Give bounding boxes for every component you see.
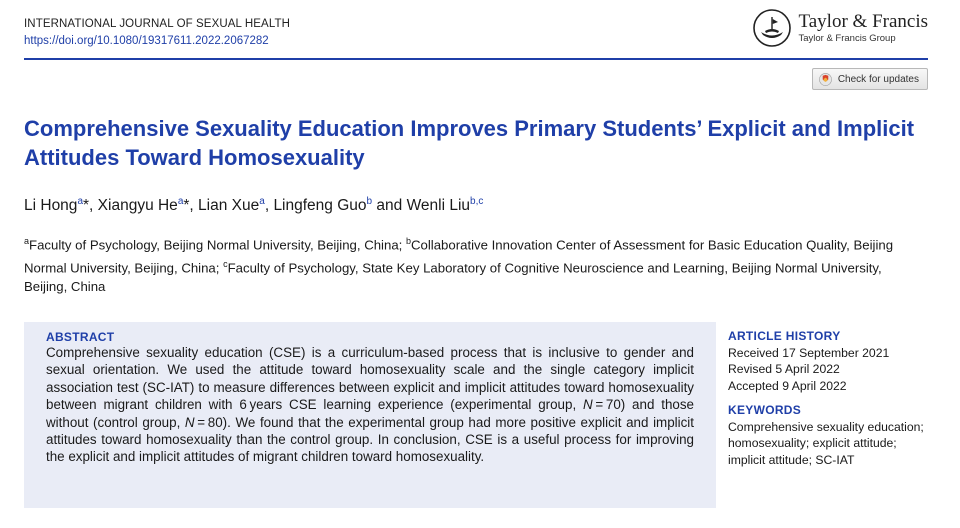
author-separator: ,	[89, 197, 98, 215]
author-separator: and	[372, 197, 407, 215]
article-sidebar	[728, 328, 928, 468]
corresponding-mark: *	[183, 197, 190, 215]
abstract-text: = 70) and those without (control group,	[46, 397, 694, 430]
check-for-updates-button[interactable]	[812, 68, 928, 90]
keywords-list: Comprehensive sexuality education; homosexuality; explicit attitude; implicit attitude; SC-IAT	[728, 419, 924, 467]
keywords-heading: KEYWORDS	[728, 403, 802, 417]
author-affiliation-mark[interactable]: b	[366, 196, 373, 207]
author-separator: ,	[189, 197, 199, 215]
author-affiliation-mark[interactable]: b,c	[470, 196, 484, 207]
author-name[interactable]: Lian Xue	[198, 197, 260, 215]
abstract-text: = 80). We found that the experimental group had more positive explicit and implicit attitudes toward homosexuality than the control group. In conclusion, CSE is a useful process for improving the explicit and implicit attitudes of migrant children toward homosexuality.	[46, 414, 694, 465]
n-symbol: N	[184, 414, 195, 430]
author-list	[24, 196, 483, 215]
affiliation-mark: b	[405, 236, 411, 246]
author-separator: ,	[264, 197, 274, 215]
header-rule	[24, 58, 928, 60]
author-name[interactable]: Xiangyu He	[97, 197, 178, 215]
publisher-logo-icon	[752, 8, 792, 48]
publisher-logo-block[interactable]	[752, 8, 928, 48]
affiliation-mark: c	[223, 258, 228, 269]
publisher-name: Taylor & Francis	[798, 11, 928, 32]
article-history-heading: ARTICLE HISTORY	[728, 329, 841, 343]
author-affiliation-mark[interactable]: a	[259, 196, 265, 207]
author-affiliation-mark[interactable]: a	[77, 196, 83, 207]
history-received: Received 17 September 2021	[728, 345, 890, 360]
abstract-body	[46, 344, 694, 466]
publisher-group: Taylor & Francis Group	[798, 33, 896, 44]
affiliation-mark: a	[24, 236, 30, 246]
doi-link[interactable]: https://doi.org/10.1080/19317611.2022.2067282	[24, 35, 269, 47]
history-revised: Revised 5 April 2022	[728, 362, 840, 376]
author-name[interactable]: Lingfeng Guo	[273, 197, 367, 215]
journal-name: INTERNATIONAL JOURNAL OF SEXUAL HEALTH	[24, 18, 291, 30]
author-name[interactable]: Li Hong	[24, 197, 78, 215]
n-symbol: N	[583, 397, 593, 413]
author-name[interactable]: Wenli Liu	[406, 197, 471, 215]
crossmark-icon	[819, 73, 832, 86]
abstract-text: Comprehensive sexuality education (CSE) is a curriculum-based process that is inclusive to gender and sexual orientation. We used the attitude toward homosexuality scale and the single category implicit association test (SC-IAT) to measure differences between explicit and implicit attitudes toward homosexuality between migrant children with 6 years CSE learning experience (experimental group,	[46, 345, 694, 413]
corresponding-mark: *	[83, 197, 90, 215]
affiliation-text: Faculty of Psychology, Beijing Normal University, Beijing, China;	[29, 237, 406, 253]
affiliations	[24, 232, 904, 296]
abstract-box	[24, 322, 716, 508]
check-for-updates-label: Check for updates	[837, 73, 919, 85]
affiliation-text: Collaborative Innovation Center of Assessment for Basic Education Quality, Beijing Normal University, Beijing, China;	[24, 237, 894, 276]
author-affiliation-mark[interactable]: a	[177, 196, 184, 207]
article-title: Comprehensive Sexuality Education Improves Primary Students’ Explicit and Implicit Attitudes Toward Homosexuality	[24, 116, 915, 170]
abstract-heading: ABSTRACT	[46, 330, 115, 344]
history-accepted: Accepted 9 April 2022	[728, 378, 847, 393]
affiliation-text: Faculty of Psychology, State Key Laboratory of Cognitive Neuroscience and Learning, Beijing Normal University, Beijing, China	[24, 260, 882, 294]
